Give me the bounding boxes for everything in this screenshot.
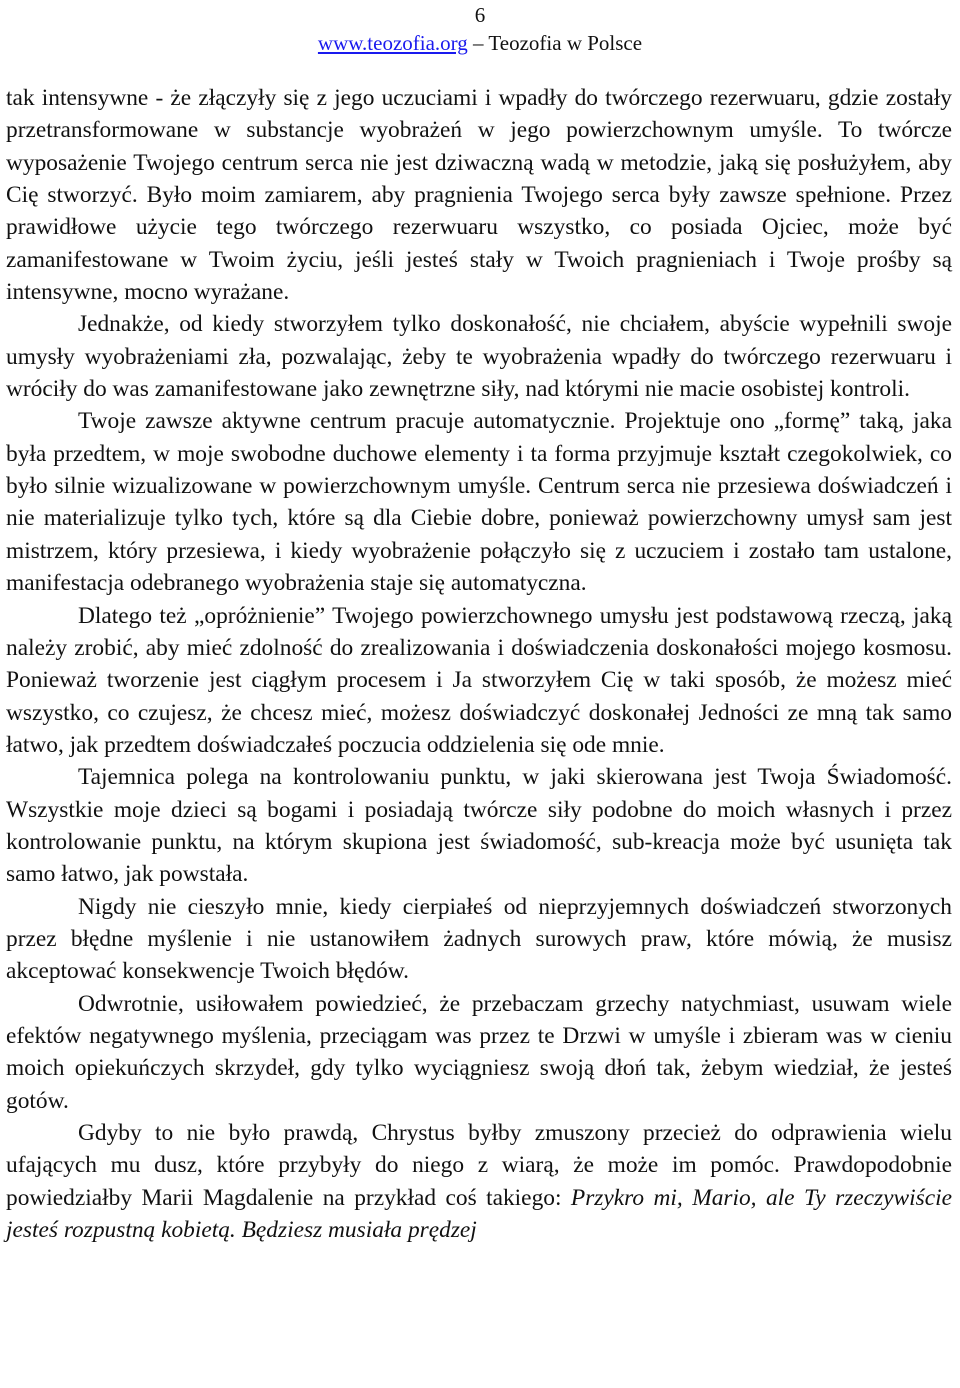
site-link[interactable]: www.teozofia.org <box>317 31 468 55</box>
paragraph-2: Jednakże, od kiedy stworzyłem tylko doskonałość, nie chciałem, abyście wypełnili swoje umysły wyobrażeniami zła, pozwalając, żeby te wyobrażenia wpadły do twórczego rezerwuaru i wróciły do was zamanifestowane jako zewnętrzne siły, nad którymi nie macie osobistej kontroli. <box>6 311 952 403</box>
header-line <box>0 30 960 56</box>
paragraph-8 <box>6 1117 952 1246</box>
paragraph-8-text: Gdyby to nie było prawdą, Chrystus byłby zmuszony przecież do odprawienia wielu ufających mu dusz, które przybyły do niego z wiarą, że może im pomóc. Prawdopodobnie powiedziałby Marii Magdalenie na przykład coś takiego: <box>6 1120 952 1211</box>
paragraph-6: Nigdy nie cieszyło mnie, kiedy cierpiałeś od nieprzyjemnych doświadczeń stworzonych przez błędne myślenie i nie ustanowiłem żadnych surowych praw, które mówią, że musisz akceptować konsekwencje Twoich błędów. <box>6 893 952 985</box>
site-title: Teozofia w Polsce <box>488 31 643 55</box>
paragraph-7: Odwrotnie, usiłowałem powiedzieć, że przebaczam grzechy natychmiast, usuwam wiele efektów negatywnego myślenia, przeciągam was przez te Drzwi w umyśle i zbieram was w cieniu moich opiekuńczych skrzydeł, gdy tylko wyciągniesz swoją dłoń tak, żebym wiedział, że jesteś gotów. <box>6 990 952 1114</box>
document-body <box>6 82 952 1246</box>
page-number: 6 <box>474 3 486 27</box>
paragraph-5: Tajemnica polega na kontrolowaniu punktu, w jaki skierowana jest Twoja Świadomość. Wszystkie moje dzieci są bogami i posiadają twórcze siły podobne do moich własnych i przez kontrolowanie punktu, na którym skupiona jest świadomość, sub-kreacja może być usunięta tak samo łatwo, jak powstała. <box>6 764 952 888</box>
header-separator: – <box>467 31 489 55</box>
paragraph-8-italic-quote: Przykro mi, Mario, ale Ty rzeczywiście jesteś rozpustną kobietą. Będziesz musiała prędzej <box>6 1184 952 1244</box>
paragraph-3: Twoje zawsze aktywne centrum pracuje automatycznie. Projektuje ono „formę” taką, jaka była przedtem, w moje swobodne duchowe elementy i ta forma przyjmuje kształt czegokolwiek, co było silnie wizualizowane w powierzchownym umyśle. Centrum serca nie przesiewa doświadczeń i nie materializuje tylko tych, które są dla Ciebie dobre, ponieważ powierzchowny umysł sam jest mistrzem, który przesiewa, i kiedy wyobrażenie połączyło się z uczuciem i zostało tam ustalone, manifestacja odebranego wyobrażenia staje się automatyczna. <box>6 408 952 597</box>
paragraph-4: Dlatego też „opróżnienie” Twojego powierzchownego umysłu jest podstawową rzeczą, jaką należy zrobić, aby mieć zdolność do zrealizowania i doświadczenia doskonałości mojego kosmosu. Ponieważ tworzenie jest ciągłym procesem i Ja stworzyłem Cię w taki sposób, że możesz mieć wszystko, co czujesz, że chcesz mieć, możesz doświadczyć doskonałej Jedności ze mną tak samo łatwo, jak przedtem doświadczałeś poczucia oddzielenia się ode mnie. <box>6 602 952 758</box>
paragraph-1: tak intensywne - że złączyły się z jego uczuciami i wpadły do twórczego rezerwuaru, gdzie zostały przetransformowane w substancje wyobrażeń w jego powierzchownym umyśle. To twórcze wyposażenie Twojego centrum serca nie jest dziwaczną wadą w metodzie, jaką się posłużyłem, aby Cię stworzyć. Było moim zamiarem, aby pragnienia Twojego serca były zawsze spełnione. Przez prawidłowe użycie tego twórczego rezerwuaru wszystko, co posiada Ojciec, może być zamanifestowane w Twoim życiu, jeśli jesteś stały w Twoich pragnieniach i Twoje prośby są intensywne, mocno wyrażane. <box>6 85 952 306</box>
